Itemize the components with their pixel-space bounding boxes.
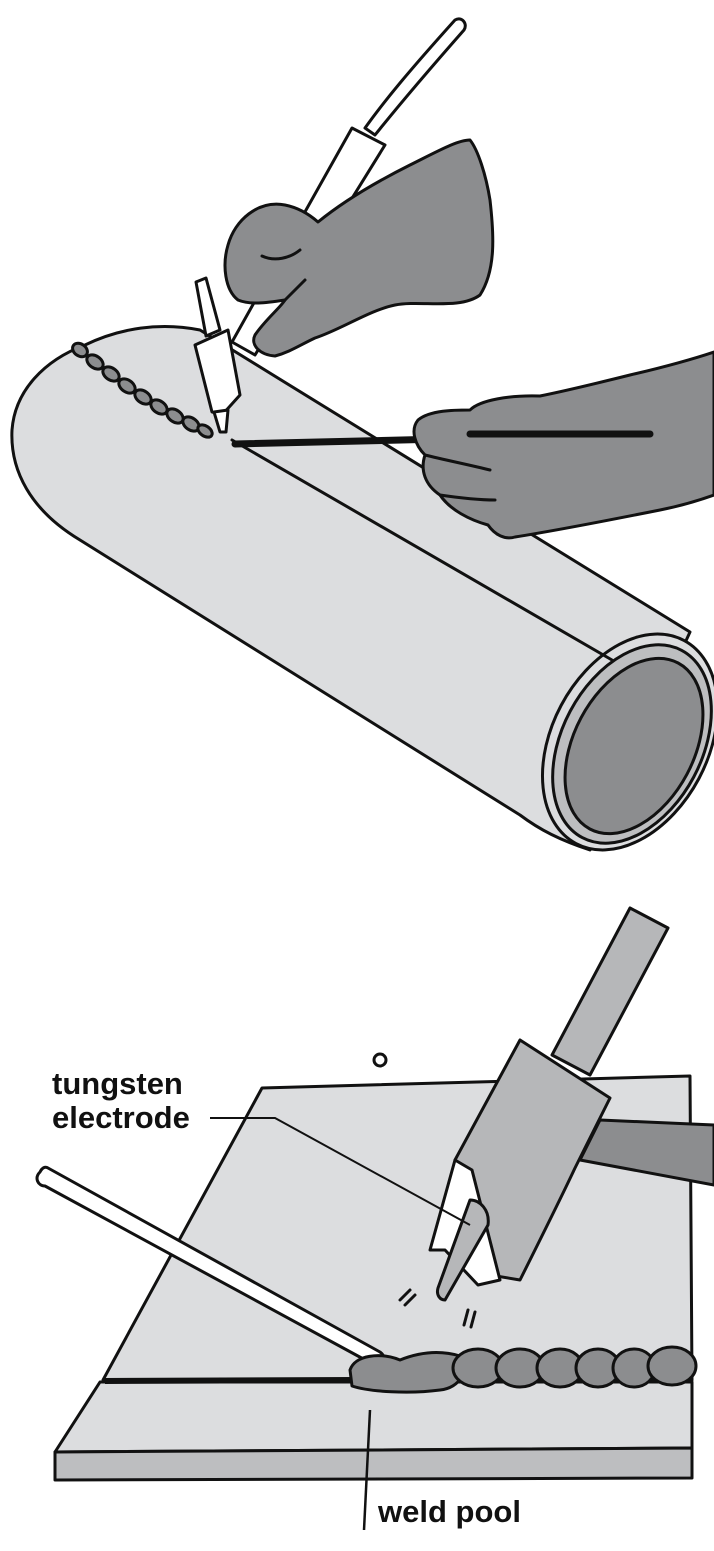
plate-torch-handle — [552, 908, 668, 1075]
weld-pool-label: weld pool — [378, 1494, 521, 1529]
pipe-torch-cable — [365, 19, 465, 135]
right-glove — [414, 352, 714, 538]
front-plate-top — [55, 1382, 692, 1452]
plate-joint-seam — [105, 1380, 355, 1381]
tungsten-label-line1: tungsten — [52, 1066, 183, 1101]
front-plate-edge — [55, 1448, 692, 1480]
tungsten-label-line2: electrode — [52, 1100, 190, 1135]
pipe-welding-scene — [12, 19, 714, 880]
pipe-torch-back-cap — [196, 278, 220, 336]
